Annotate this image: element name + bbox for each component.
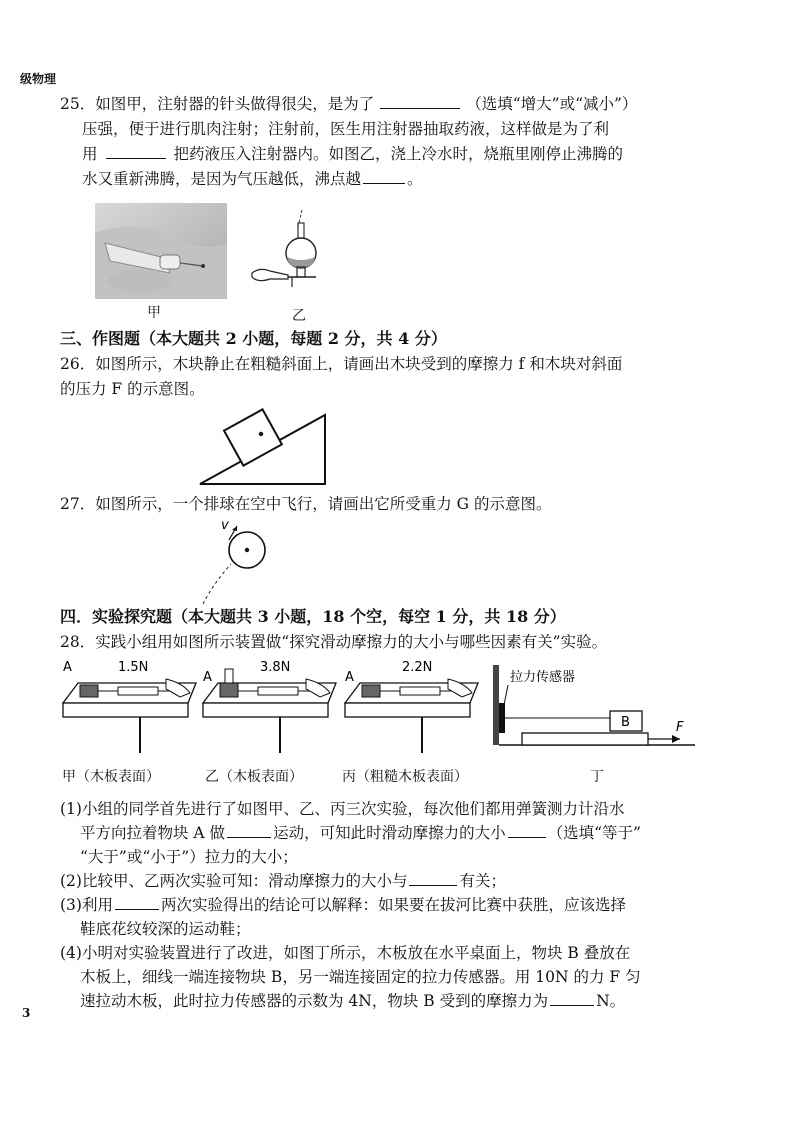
- flask-diagram: [238, 205, 328, 305]
- fig3-caption: 丙（粗糙木板表面）: [342, 769, 468, 785]
- q28-blank2[interactable]: [508, 822, 546, 838]
- q25-line3: 用 把药液压入注射器内。如图乙，浇上冷水时，烧瓶里刚停止沸腾的: [82, 145, 624, 163]
- velocity-label: v: [221, 518, 229, 533]
- fig-exp-jia: [63, 660, 196, 753]
- svg-text:2.2N: 2.2N: [402, 660, 433, 675]
- q28-p1-line1: (1)小组的同学首先进行了如图甲、乙、丙三次实验，每次他们都用弹簧测力计沿水: [60, 800, 625, 818]
- q28-p4-line1: (4)小明对实验装置进行了改进，如图丁所示，木板放在水平桌面上，物块 B 叠放在: [60, 944, 631, 962]
- volleyball-diagram: [195, 512, 285, 612]
- section-4-title: 四．实验探究题（本大题共 3 小题，18 个空，每空 1 分，共 18 分）: [60, 607, 566, 626]
- syringe-injection-photo: [95, 203, 227, 299]
- force-sensor-label: 拉力传感器: [510, 670, 576, 685]
- svg-text:A: A: [203, 670, 212, 685]
- q28-blank3[interactable]: [409, 870, 457, 886]
- q28-intro: 28．实践小组用如图所示装置做“探究滑动摩擦力的大小与哪些因素有关”实验。: [60, 633, 608, 651]
- fig2-caption: 乙（木板表面）: [205, 769, 303, 785]
- q28-blank5[interactable]: [550, 990, 594, 1006]
- fig-yi-caption: 乙: [292, 308, 306, 324]
- friction-experiment-figures: [58, 655, 703, 760]
- q26-line1: 26．如图所示，木块静止在粗糙斜面上，请画出木块受到的摩擦力 f 和木块对斜面: [60, 355, 623, 373]
- svg-text:F: F: [676, 720, 684, 735]
- svg-text:1.5N: 1.5N: [118, 660, 149, 675]
- svg-text:3.8N: 3.8N: [260, 660, 291, 675]
- q28-p2: (2)比较甲、乙两次实验可知：滑动摩擦力的大小与 有关；: [60, 872, 506, 890]
- fig4-caption: 丁: [590, 769, 604, 785]
- fig-exp-ding: [493, 665, 695, 745]
- page-number: 3: [22, 1006, 31, 1020]
- q25-line4: 水又重新沸腾，是因为气压越低，沸点越 。: [82, 170, 423, 188]
- q28-p4-line2: 木板上，细线一端连接物块 B，另一端连接固定的拉力传感器。用 10N 的力 F 匀: [80, 968, 641, 986]
- fig-exp-yi: [203, 660, 336, 753]
- q28-p3-line2: 鞋底花纹较深的运动鞋；: [80, 920, 251, 938]
- q28-p4-line3: 速拉动木板，此时拉力传感器的示数为 4N，物块 B 受到的摩擦力为 N。: [80, 992, 626, 1010]
- q25-line2: 压强，便于进行肌肉注射；注射前，医生用注射器抽取药液，这样做是为了利: [82, 120, 610, 138]
- q26-line2: 的压力 F 的示意图。: [60, 380, 205, 398]
- fig-jia-caption: 甲: [147, 305, 161, 321]
- svg-text:B: B: [621, 715, 630, 730]
- q25-blank3[interactable]: [363, 168, 405, 184]
- svg-text:A: A: [63, 660, 72, 675]
- page-header-subject: 级物理: [20, 72, 57, 86]
- q28-p3-line1: (3)利用 两次实验得出的结论可以解释：如果要在拔河比赛中获胜，应该选择: [60, 896, 626, 914]
- q25-blank2[interactable]: [106, 143, 166, 159]
- section-3-title: 三、作图题（本大题共 2 小题，每题 2 分，共 4 分）: [60, 329, 447, 348]
- q28-p1-line3: “大于”或“小于”）拉力的大小；: [80, 848, 298, 866]
- svg-text:A: A: [345, 670, 354, 685]
- incline-block-diagram: [195, 405, 335, 490]
- q28-blank4[interactable]: [115, 894, 159, 910]
- q28-blank1[interactable]: [227, 822, 271, 838]
- q25-blank1[interactable]: [380, 93, 460, 109]
- fig-exp-bing: [345, 660, 478, 753]
- q28-p1-line2: 平方向拉着物块 A 做 运动，可知此时滑动摩擦力的大小 （选填“等于”: [80, 824, 641, 842]
- q25-line1: 25．如图甲，注射器的针头做得很尖，是为了 （选填“增大”或“减小”）: [60, 95, 638, 113]
- fig1-caption: 甲（木板表面）: [62, 769, 160, 785]
- q27-line1: 27．如图所示，一个排球在空中飞行，请画出它所受重力 G 的示意图。: [60, 495, 552, 513]
